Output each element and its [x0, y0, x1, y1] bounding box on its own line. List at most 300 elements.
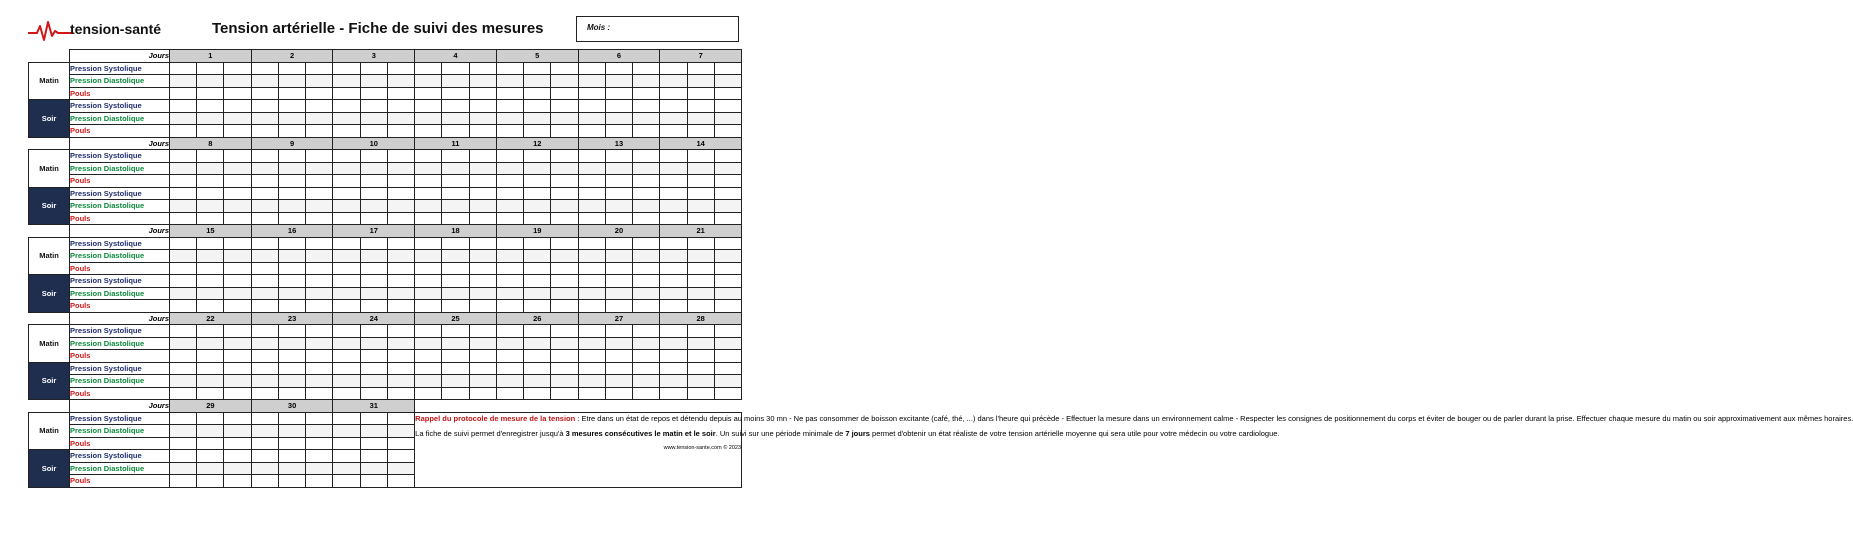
measure-input-cell[interactable]: [469, 87, 496, 100]
measure-input-cell[interactable]: [197, 462, 224, 475]
measure-input-cell[interactable]: [524, 325, 551, 338]
measure-input-cell[interactable]: [333, 275, 360, 288]
measure-input-cell[interactable]: [415, 262, 442, 275]
measure-input-cell[interactable]: [360, 262, 387, 275]
measure-input-cell[interactable]: [306, 175, 333, 188]
measure-input-cell[interactable]: [251, 75, 278, 88]
measure-input-cell[interactable]: [442, 375, 469, 388]
measure-input-cell[interactable]: [660, 187, 687, 200]
measure-input-cell[interactable]: [333, 350, 360, 363]
measure-input-cell[interactable]: [224, 150, 251, 163]
measure-input-cell[interactable]: [633, 75, 660, 88]
measure-input-cell[interactable]: [360, 287, 387, 300]
measure-input-cell[interactable]: [197, 362, 224, 375]
measure-input-cell[interactable]: [496, 337, 523, 350]
measure-input-cell[interactable]: [251, 162, 278, 175]
measure-input-cell[interactable]: [224, 450, 251, 463]
measure-input-cell[interactable]: [605, 187, 632, 200]
measure-input-cell[interactable]: [687, 200, 714, 213]
measure-input-cell[interactable]: [633, 187, 660, 200]
measure-input-cell[interactable]: [170, 362, 197, 375]
measure-input-cell[interactable]: [442, 212, 469, 225]
measure-input-cell[interactable]: [387, 87, 414, 100]
measure-input-cell[interactable]: [306, 475, 333, 488]
measure-input-cell[interactable]: [333, 387, 360, 400]
measure-input-cell[interactable]: [660, 300, 687, 313]
measure-input-cell[interactable]: [360, 62, 387, 75]
measure-input-cell[interactable]: [633, 337, 660, 350]
measure-input-cell[interactable]: [387, 387, 414, 400]
measure-input-cell[interactable]: [660, 387, 687, 400]
measure-input-cell[interactable]: [224, 287, 251, 300]
measure-input-cell[interactable]: [605, 250, 632, 263]
measure-input-cell[interactable]: [551, 125, 578, 138]
measure-input-cell[interactable]: [197, 262, 224, 275]
measure-input-cell[interactable]: [251, 462, 278, 475]
measure-input-cell[interactable]: [442, 337, 469, 350]
measure-input-cell[interactable]: [197, 337, 224, 350]
measure-input-cell[interactable]: [387, 287, 414, 300]
measure-input-cell[interactable]: [469, 375, 496, 388]
measure-input-cell[interactable]: [170, 325, 197, 338]
measure-input-cell[interactable]: [415, 62, 442, 75]
measure-input-cell[interactable]: [333, 237, 360, 250]
measure-input-cell[interactable]: [170, 187, 197, 200]
measure-input-cell[interactable]: [633, 175, 660, 188]
measure-input-cell[interactable]: [524, 187, 551, 200]
measure-input-cell[interactable]: [360, 87, 387, 100]
measure-input-cell[interactable]: [496, 62, 523, 75]
measure-input-cell[interactable]: [224, 425, 251, 438]
measure-input-cell[interactable]: [387, 187, 414, 200]
measure-input-cell[interactable]: [360, 475, 387, 488]
measure-input-cell[interactable]: [360, 362, 387, 375]
measure-input-cell[interactable]: [170, 375, 197, 388]
measure-input-cell[interactable]: [605, 175, 632, 188]
measure-input-cell[interactable]: [278, 300, 305, 313]
measure-input-cell[interactable]: [687, 212, 714, 225]
measure-input-cell[interactable]: [170, 62, 197, 75]
measure-input-cell[interactable]: [224, 337, 251, 350]
measure-input-cell[interactable]: [524, 237, 551, 250]
measure-input-cell[interactable]: [605, 262, 632, 275]
measure-input-cell[interactable]: [170, 200, 197, 213]
measure-input-cell[interactable]: [387, 237, 414, 250]
measure-input-cell[interactable]: [278, 262, 305, 275]
measure-input-cell[interactable]: [578, 375, 605, 388]
measure-input-cell[interactable]: [170, 387, 197, 400]
measure-input-cell[interactable]: [660, 162, 687, 175]
measure-input-cell[interactable]: [714, 187, 741, 200]
measure-input-cell[interactable]: [633, 325, 660, 338]
measure-input-cell[interactable]: [251, 425, 278, 438]
measure-input-cell[interactable]: [197, 300, 224, 313]
measure-input-cell[interactable]: [387, 475, 414, 488]
measure-input-cell[interactable]: [278, 450, 305, 463]
measure-input-cell[interactable]: [551, 87, 578, 100]
measure-input-cell[interactable]: [605, 325, 632, 338]
measure-input-cell[interactable]: [306, 212, 333, 225]
measure-input-cell[interactable]: [714, 150, 741, 163]
measure-input-cell[interactable]: [496, 175, 523, 188]
measure-input-cell[interactable]: [469, 362, 496, 375]
measure-input-cell[interactable]: [360, 337, 387, 350]
measure-input-cell[interactable]: [633, 262, 660, 275]
measure-input-cell[interactable]: [333, 262, 360, 275]
measure-input-cell[interactable]: [496, 350, 523, 363]
measure-input-cell[interactable]: [224, 87, 251, 100]
measure-input-cell[interactable]: [251, 100, 278, 113]
measure-input-cell[interactable]: [660, 100, 687, 113]
measure-input-cell[interactable]: [170, 250, 197, 263]
measure-input-cell[interactable]: [251, 62, 278, 75]
measure-input-cell[interactable]: [224, 462, 251, 475]
measure-input-cell[interactable]: [278, 87, 305, 100]
measure-input-cell[interactable]: [524, 87, 551, 100]
measure-input-cell[interactable]: [578, 175, 605, 188]
measure-input-cell[interactable]: [578, 350, 605, 363]
measure-input-cell[interactable]: [524, 100, 551, 113]
measure-input-cell[interactable]: [306, 150, 333, 163]
measure-input-cell[interactable]: [578, 112, 605, 125]
measure-input-cell[interactable]: [197, 387, 224, 400]
measure-input-cell[interactable]: [415, 362, 442, 375]
measure-input-cell[interactable]: [660, 287, 687, 300]
measure-input-cell[interactable]: [278, 250, 305, 263]
measure-input-cell[interactable]: [387, 300, 414, 313]
measure-input-cell[interactable]: [687, 362, 714, 375]
measure-input-cell[interactable]: [551, 100, 578, 113]
measure-input-cell[interactable]: [333, 125, 360, 138]
measure-input-cell[interactable]: [306, 350, 333, 363]
measure-input-cell[interactable]: [224, 262, 251, 275]
measure-input-cell[interactable]: [360, 112, 387, 125]
measure-input-cell[interactable]: [170, 87, 197, 100]
measure-input-cell[interactable]: [551, 375, 578, 388]
measure-input-cell[interactable]: [551, 325, 578, 338]
measure-input-cell[interactable]: [224, 125, 251, 138]
measure-input-cell[interactable]: [442, 75, 469, 88]
measure-input-cell[interactable]: [633, 362, 660, 375]
measure-input-cell[interactable]: [387, 275, 414, 288]
measure-input-cell[interactable]: [605, 362, 632, 375]
measure-input-cell[interactable]: [197, 250, 224, 263]
measure-input-cell[interactable]: [333, 75, 360, 88]
measure-input-cell[interactable]: [360, 387, 387, 400]
measure-input-cell[interactable]: [415, 162, 442, 175]
measure-input-cell[interactable]: [360, 425, 387, 438]
measure-input-cell[interactable]: [224, 325, 251, 338]
measure-input-cell[interactable]: [551, 250, 578, 263]
measure-input-cell[interactable]: [633, 287, 660, 300]
measure-input-cell[interactable]: [660, 125, 687, 138]
measure-input-cell[interactable]: [251, 275, 278, 288]
measure-input-cell[interactable]: [415, 300, 442, 313]
measure-input-cell[interactable]: [551, 300, 578, 313]
measure-input-cell[interactable]: [633, 237, 660, 250]
measure-input-cell[interactable]: [469, 287, 496, 300]
measure-input-cell[interactable]: [633, 300, 660, 313]
measure-input-cell[interactable]: [415, 112, 442, 125]
measure-input-cell[interactable]: [333, 437, 360, 450]
measure-input-cell[interactable]: [551, 62, 578, 75]
measure-input-cell[interactable]: [714, 237, 741, 250]
measure-input-cell[interactable]: [278, 162, 305, 175]
measure-input-cell[interactable]: [170, 437, 197, 450]
measure-input-cell[interactable]: [415, 175, 442, 188]
measure-input-cell[interactable]: [197, 75, 224, 88]
measure-input-cell[interactable]: [278, 425, 305, 438]
measure-input-cell[interactable]: [496, 362, 523, 375]
measure-input-cell[interactable]: [360, 175, 387, 188]
measure-input-cell[interactable]: [224, 250, 251, 263]
measure-input-cell[interactable]: [170, 100, 197, 113]
measure-input-cell[interactable]: [442, 175, 469, 188]
measure-input-cell[interactable]: [197, 200, 224, 213]
measure-input-cell[interactable]: [633, 387, 660, 400]
measure-input-cell[interactable]: [306, 375, 333, 388]
measure-input-cell[interactable]: [687, 100, 714, 113]
measure-input-cell[interactable]: [251, 375, 278, 388]
measure-input-cell[interactable]: [278, 475, 305, 488]
measure-input-cell[interactable]: [170, 125, 197, 138]
measure-input-cell[interactable]: [387, 175, 414, 188]
measure-input-cell[interactable]: [224, 412, 251, 425]
measure-input-cell[interactable]: [551, 212, 578, 225]
measure-input-cell[interactable]: [278, 362, 305, 375]
measure-input-cell[interactable]: [415, 375, 442, 388]
measure-input-cell[interactable]: [605, 200, 632, 213]
measure-input-cell[interactable]: [633, 375, 660, 388]
measure-input-cell[interactable]: [551, 187, 578, 200]
measure-input-cell[interactable]: [524, 212, 551, 225]
measure-input-cell[interactable]: [524, 175, 551, 188]
measure-input-cell[interactable]: [551, 75, 578, 88]
measure-input-cell[interactable]: [469, 237, 496, 250]
measure-input-cell[interactable]: [469, 187, 496, 200]
measure-input-cell[interactable]: [251, 362, 278, 375]
measure-input-cell[interactable]: [360, 450, 387, 463]
measure-input-cell[interactable]: [714, 200, 741, 213]
measure-input-cell[interactable]: [496, 300, 523, 313]
measure-input-cell[interactable]: [605, 125, 632, 138]
measure-input-cell[interactable]: [524, 387, 551, 400]
measure-input-cell[interactable]: [578, 362, 605, 375]
measure-input-cell[interactable]: [660, 200, 687, 213]
measure-input-cell[interactable]: [387, 450, 414, 463]
measure-input-cell[interactable]: [170, 425, 197, 438]
measure-input-cell[interactable]: [387, 350, 414, 363]
measure-input-cell[interactable]: [442, 125, 469, 138]
measure-input-cell[interactable]: [687, 337, 714, 350]
measure-input-cell[interactable]: [197, 175, 224, 188]
measure-input-cell[interactable]: [496, 125, 523, 138]
measure-input-cell[interactable]: [224, 237, 251, 250]
measure-input-cell[interactable]: [605, 275, 632, 288]
measure-input-cell[interactable]: [224, 175, 251, 188]
measure-input-cell[interactable]: [469, 100, 496, 113]
measure-input-cell[interactable]: [524, 275, 551, 288]
measure-input-cell[interactable]: [415, 200, 442, 213]
measure-input-cell[interactable]: [415, 325, 442, 338]
measure-input-cell[interactable]: [387, 75, 414, 88]
measure-input-cell[interactable]: [469, 212, 496, 225]
measure-input-cell[interactable]: [278, 125, 305, 138]
measure-input-cell[interactable]: [442, 250, 469, 263]
measure-input-cell[interactable]: [578, 100, 605, 113]
measure-input-cell[interactable]: [496, 100, 523, 113]
measure-input-cell[interactable]: [660, 250, 687, 263]
measure-input-cell[interactable]: [251, 287, 278, 300]
measure-input-cell[interactable]: [278, 462, 305, 475]
measure-input-cell[interactable]: [687, 125, 714, 138]
measure-input-cell[interactable]: [605, 100, 632, 113]
measure-input-cell[interactable]: [469, 300, 496, 313]
measure-input-cell[interactable]: [524, 362, 551, 375]
measure-input-cell[interactable]: [605, 112, 632, 125]
measure-input-cell[interactable]: [524, 300, 551, 313]
measure-input-cell[interactable]: [387, 62, 414, 75]
measure-input-cell[interactable]: [633, 212, 660, 225]
measure-input-cell[interactable]: [551, 150, 578, 163]
measure-input-cell[interactable]: [333, 425, 360, 438]
measure-input-cell[interactable]: [551, 237, 578, 250]
measure-input-cell[interactable]: [333, 175, 360, 188]
measure-input-cell[interactable]: [197, 475, 224, 488]
measure-input-cell[interactable]: [442, 150, 469, 163]
measure-input-cell[interactable]: [333, 287, 360, 300]
measure-input-cell[interactable]: [197, 350, 224, 363]
measure-input-cell[interactable]: [170, 287, 197, 300]
measure-input-cell[interactable]: [387, 375, 414, 388]
measure-input-cell[interactable]: [306, 237, 333, 250]
measure-input-cell[interactable]: [387, 462, 414, 475]
measure-input-cell[interactable]: [170, 162, 197, 175]
measure-input-cell[interactable]: [469, 200, 496, 213]
measure-input-cell[interactable]: [170, 150, 197, 163]
measure-input-cell[interactable]: [170, 237, 197, 250]
measure-input-cell[interactable]: [442, 387, 469, 400]
measure-input-cell[interactable]: [714, 125, 741, 138]
measure-input-cell[interactable]: [387, 362, 414, 375]
measure-input-cell[interactable]: [306, 125, 333, 138]
measure-input-cell[interactable]: [714, 287, 741, 300]
measure-input-cell[interactable]: [496, 112, 523, 125]
measure-input-cell[interactable]: [333, 212, 360, 225]
measure-input-cell[interactable]: [360, 325, 387, 338]
measure-input-cell[interactable]: [251, 262, 278, 275]
measure-input-cell[interactable]: [278, 412, 305, 425]
measure-input-cell[interactable]: [714, 300, 741, 313]
measure-input-cell[interactable]: [714, 162, 741, 175]
measure-input-cell[interactable]: [224, 375, 251, 388]
measure-input-cell[interactable]: [278, 350, 305, 363]
measure-input-cell[interactable]: [415, 212, 442, 225]
measure-input-cell[interactable]: [633, 350, 660, 363]
measure-input-cell[interactable]: [306, 437, 333, 450]
measure-input-cell[interactable]: [333, 87, 360, 100]
measure-input-cell[interactable]: [496, 200, 523, 213]
measure-input-cell[interactable]: [687, 150, 714, 163]
measure-input-cell[interactable]: [251, 437, 278, 450]
measure-input-cell[interactable]: [633, 275, 660, 288]
measure-input-cell[interactable]: [306, 250, 333, 263]
measure-input-cell[interactable]: [714, 112, 741, 125]
measure-input-cell[interactable]: [415, 350, 442, 363]
measure-input-cell[interactable]: [442, 262, 469, 275]
measure-input-cell[interactable]: [714, 87, 741, 100]
measure-input-cell[interactable]: [524, 287, 551, 300]
measure-input-cell[interactable]: [278, 175, 305, 188]
measure-input-cell[interactable]: [224, 300, 251, 313]
measure-input-cell[interactable]: [360, 412, 387, 425]
measure-input-cell[interactable]: [687, 350, 714, 363]
measure-input-cell[interactable]: [251, 112, 278, 125]
measure-input-cell[interactable]: [360, 250, 387, 263]
measure-input-cell[interactable]: [306, 62, 333, 75]
measure-input-cell[interactable]: [333, 462, 360, 475]
measure-input-cell[interactable]: [633, 100, 660, 113]
measure-input-cell[interactable]: [197, 150, 224, 163]
measure-input-cell[interactable]: [278, 325, 305, 338]
measure-input-cell[interactable]: [551, 162, 578, 175]
measure-input-cell[interactable]: [496, 250, 523, 263]
measure-input-cell[interactable]: [251, 87, 278, 100]
measure-input-cell[interactable]: [605, 87, 632, 100]
measure-input-cell[interactable]: [714, 175, 741, 188]
measure-input-cell[interactable]: [714, 350, 741, 363]
measure-input-cell[interactable]: [306, 287, 333, 300]
measure-input-cell[interactable]: [387, 150, 414, 163]
measure-input-cell[interactable]: [278, 375, 305, 388]
measure-input-cell[interactable]: [660, 87, 687, 100]
measure-input-cell[interactable]: [442, 162, 469, 175]
measure-input-cell[interactable]: [333, 362, 360, 375]
measure-input-cell[interactable]: [360, 200, 387, 213]
measure-input-cell[interactable]: [578, 387, 605, 400]
measure-input-cell[interactable]: [224, 362, 251, 375]
measure-input-cell[interactable]: [660, 375, 687, 388]
measure-input-cell[interactable]: [170, 337, 197, 350]
measure-input-cell[interactable]: [687, 187, 714, 200]
measure-input-cell[interactable]: [578, 162, 605, 175]
measure-input-cell[interactable]: [714, 62, 741, 75]
measure-input-cell[interactable]: [687, 387, 714, 400]
measure-input-cell[interactable]: [442, 350, 469, 363]
measure-input-cell[interactable]: [251, 325, 278, 338]
measure-input-cell[interactable]: [333, 250, 360, 263]
measure-input-cell[interactable]: [415, 125, 442, 138]
measure-input-cell[interactable]: [660, 350, 687, 363]
measure-input-cell[interactable]: [415, 75, 442, 88]
measure-input-cell[interactable]: [251, 237, 278, 250]
measure-input-cell[interactable]: [333, 62, 360, 75]
measure-input-cell[interactable]: [360, 300, 387, 313]
measure-input-cell[interactable]: [687, 62, 714, 75]
measure-input-cell[interactable]: [197, 87, 224, 100]
measure-input-cell[interactable]: [660, 62, 687, 75]
measure-input-cell[interactable]: [496, 150, 523, 163]
measure-input-cell[interactable]: [687, 87, 714, 100]
measure-input-cell[interactable]: [496, 212, 523, 225]
measure-input-cell[interactable]: [442, 87, 469, 100]
measure-input-cell[interactable]: [605, 300, 632, 313]
measure-input-cell[interactable]: [387, 100, 414, 113]
month-input[interactable]: [617, 21, 739, 39]
measure-input-cell[interactable]: [360, 187, 387, 200]
measure-input-cell[interactable]: [687, 175, 714, 188]
measure-input-cell[interactable]: [469, 112, 496, 125]
